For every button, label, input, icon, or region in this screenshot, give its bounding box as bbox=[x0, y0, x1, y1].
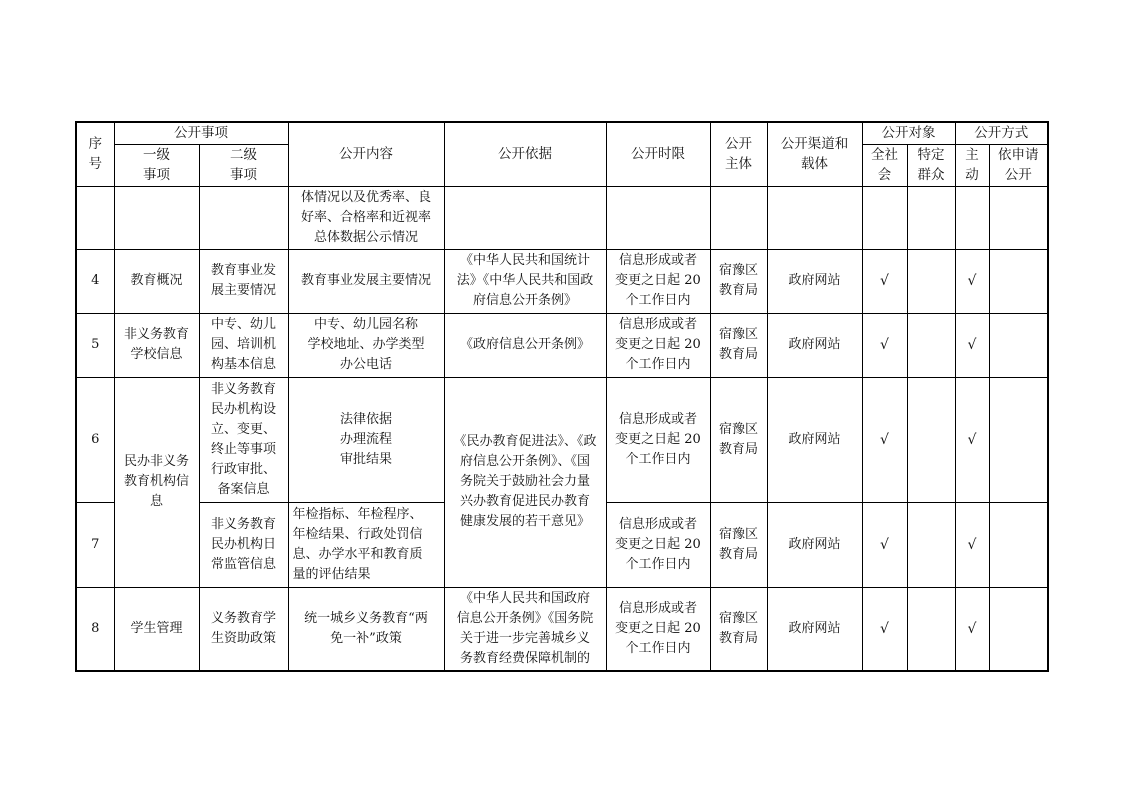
cell-channel: 政府网站 bbox=[767, 313, 862, 377]
cell-channel: 政府网站 bbox=[767, 249, 862, 313]
cell-seq: 7 bbox=[76, 502, 114, 587]
cell-content: 体情况以及优秀率、良 好率、合格率和近视率 总体数据公示情况 bbox=[288, 186, 444, 249]
check-mark-all: √ bbox=[862, 249, 907, 313]
cell-time: 信息形成或者 变更之日起 20 个工作日内 bbox=[606, 313, 710, 377]
cell-channel: 政府网站 bbox=[767, 587, 862, 671]
cell-basis: 《政府信息公开条例》 bbox=[444, 313, 606, 377]
cell-level1: 非义务教育 学校信息 bbox=[114, 313, 199, 377]
cell-seq: 8 bbox=[76, 587, 114, 671]
cell-seq: 4 bbox=[76, 249, 114, 313]
header-row-1 bbox=[76, 122, 1048, 144]
cell-content: 中专、幼儿园名称 学校地址、办学类型 办公电话 bbox=[288, 313, 444, 377]
table-row bbox=[76, 313, 1048, 377]
check-mark-all: √ bbox=[862, 313, 907, 377]
cell-subject: 宿豫区 教育局 bbox=[710, 377, 767, 502]
header-mode-request: 依申请 公开 bbox=[989, 144, 1048, 186]
table-row bbox=[76, 186, 1048, 249]
cell-subject: 宿豫区 教育局 bbox=[710, 313, 767, 377]
check-mark-active: √ bbox=[955, 249, 989, 313]
cell-basis: 《民办教育促进法》、《政 府信息公开条例》、《国 务院关于鼓励社会力量 兴办教育促进民办教育 健康发展的若干意见》 bbox=[444, 377, 606, 587]
cell-level2: 义务教育学 生资助政策 bbox=[199, 587, 288, 671]
check-mark-all: √ bbox=[862, 587, 907, 671]
check-mark-active: √ bbox=[955, 587, 989, 671]
cell-level2: 中专、幼儿 园、培训机 构基本信息 bbox=[199, 313, 288, 377]
cell-content: 统一城乡义务教育“两 免一补”政策 bbox=[288, 587, 444, 671]
cell-seq: 6 bbox=[76, 377, 114, 502]
header-basis: 公开依据 bbox=[444, 122, 606, 186]
header-target-all: 全社 会 bbox=[862, 144, 907, 186]
cell-channel: 政府网站 bbox=[767, 502, 862, 587]
header-item: 公开事项 bbox=[114, 122, 288, 144]
check-mark-all: √ bbox=[862, 502, 907, 587]
header-content: 公开内容 bbox=[288, 122, 444, 186]
table-row bbox=[76, 587, 1048, 671]
cell-time: 信息形成或者 变更之日起 20 个工作日内 bbox=[606, 377, 710, 502]
header-subject: 公开 主体 bbox=[710, 122, 767, 186]
cell-subject: 宿豫区 教育局 bbox=[710, 249, 767, 313]
cell-content: 法律依据 办理流程 审批结果 bbox=[288, 377, 444, 502]
cell-channel: 政府网站 bbox=[767, 377, 862, 502]
header-mode-active: 主 动 bbox=[955, 144, 989, 186]
cell-level2: 教育事业发 展主要情况 bbox=[199, 249, 288, 313]
cell-level1: 教育概况 bbox=[114, 249, 199, 313]
cell-basis: 《中华人民共和国统计 法》《中华人民共和国政 府信息公开条例》 bbox=[444, 249, 606, 313]
check-mark-all: √ bbox=[862, 377, 907, 502]
cell-subject: 宿豫区 教育局 bbox=[710, 587, 767, 671]
header-time: 公开时限 bbox=[606, 122, 710, 186]
cell-time: 信息形成或者 变更之日起 20 个工作日内 bbox=[606, 502, 710, 587]
cell-content: 年检指标、年检程序、 年检结果、行政处罚信 息、办学水平和教育质 量的评估结果 bbox=[288, 502, 444, 587]
cell-time: 信息形成或者 变更之日起 20 个工作日内 bbox=[606, 587, 710, 671]
table-row bbox=[76, 377, 1048, 502]
header-item-level1: 一级 事项 bbox=[114, 144, 199, 186]
header-target-specific: 特定 群众 bbox=[907, 144, 955, 186]
table-row bbox=[76, 249, 1048, 313]
check-mark-active: √ bbox=[955, 377, 989, 502]
cell-subject: 宿豫区 教育局 bbox=[710, 502, 767, 587]
header-item-level2: 二级 事项 bbox=[199, 144, 288, 186]
cell-seq: 5 bbox=[76, 313, 114, 377]
cell-level2: 非义务教育 民办机构日 常监管信息 bbox=[199, 502, 288, 587]
cell-content: 教育事业发展主要情况 bbox=[288, 249, 444, 313]
cell-level1: 民办非义务 教育机构信 息 bbox=[114, 377, 199, 587]
header-target: 公开对象 bbox=[862, 122, 955, 144]
header-mode: 公开方式 bbox=[955, 122, 1048, 144]
check-mark-active: √ bbox=[955, 502, 989, 587]
cell-time: 信息形成或者 变更之日起 20 个工作日内 bbox=[606, 249, 710, 313]
cell-level1: 学生管理 bbox=[114, 587, 199, 671]
header-channel: 公开渠道和 载体 bbox=[767, 122, 862, 186]
disclosure-table bbox=[75, 121, 1049, 672]
cell-level2: 非义务教育 民办机构设 立、变更、 终止等事项 行政审批、 备案信息 bbox=[199, 377, 288, 502]
header-seq: 序 号 bbox=[76, 122, 114, 186]
check-mark-active: √ bbox=[955, 313, 989, 377]
cell-basis: 《中华人民共和国政府 信息公开条例》《国务院 关于进一步完善城乡义 务教育经费保障机制的 bbox=[444, 587, 606, 671]
